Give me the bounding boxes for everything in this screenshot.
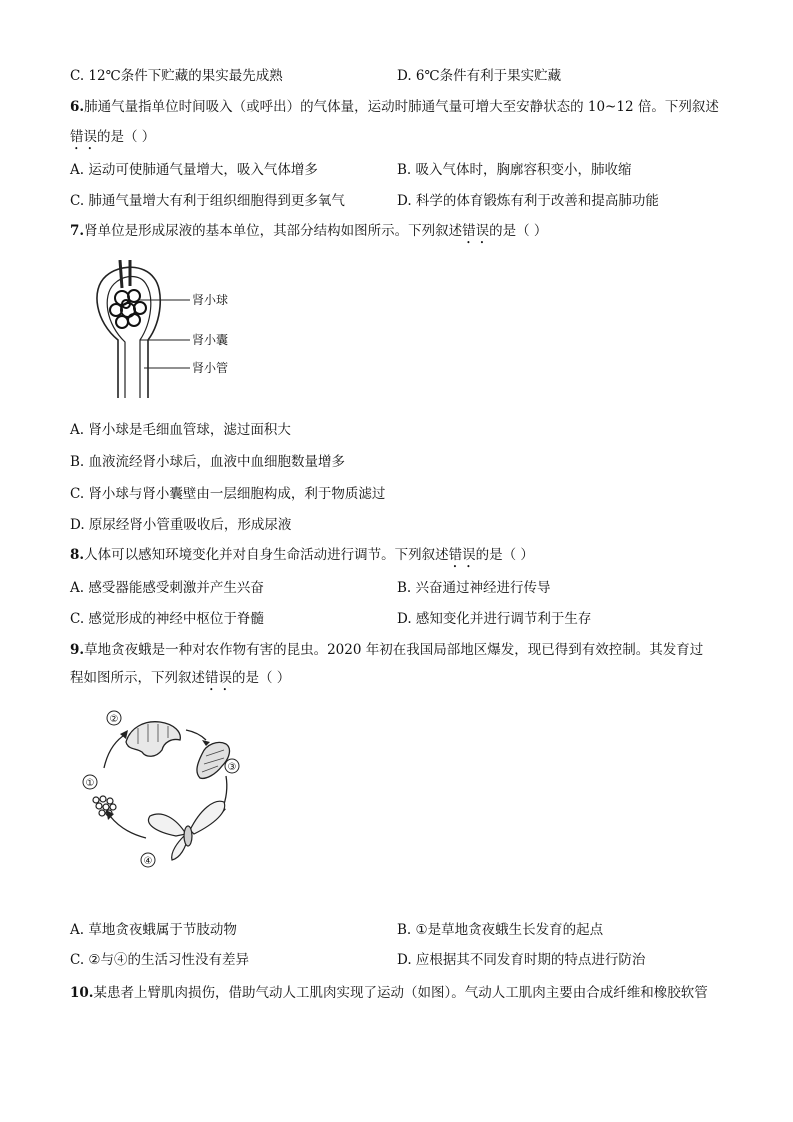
q9-emphasis: 错误 (205, 670, 232, 686)
capsule-outer (97, 267, 160, 398)
q8-option-d: D. 感知变化并进行调节利于生存 (397, 611, 592, 627)
q9-stem-line1 (70, 640, 703, 660)
larva (126, 722, 180, 757)
q7-number: 7. (70, 223, 85, 239)
q7-emphasis: 错误 (462, 223, 490, 239)
label-tubule: 肾小管 (192, 361, 229, 375)
q9-option-a: A. 草地贪夜蛾属于节肢动物 (70, 922, 237, 938)
q7-option-a: A. 肾小球是毛细血管球，滤过面积大 (70, 422, 291, 438)
glomerulus (110, 290, 146, 328)
q6-option-c: C. 肺通气量增大有利于组织细胞得到更多氧气 (70, 193, 345, 209)
q7-stem-post: 的是（ ） (489, 223, 548, 239)
q10-number: 10. (70, 985, 94, 1001)
q6-stem-line2 (70, 127, 155, 153)
afferent-vessel (120, 260, 122, 288)
moth-lifecycle-figure (76, 706, 266, 876)
stage-label-adult: ④ (143, 856, 153, 867)
arrow-adult-to-egg (110, 816, 146, 838)
q8-stem-post: 的是（ ） (475, 547, 534, 563)
q8-stem-pre: 人体可以感知环境变化并对自身生命活动进行调节。下列叙述 (84, 547, 449, 563)
q10-stem-line1 (70, 983, 708, 1003)
q9-option-d: D. 应根据其不同发育时期的特点进行防治 (397, 952, 646, 968)
adult-moth (148, 801, 224, 860)
stage-label-larva: ② (109, 714, 119, 725)
q7-option-c: C. 肾小球与肾小囊壁由一层细胞构成，利于物质滤过 (70, 486, 386, 502)
q7-option-d: D. 原尿经肾小管重吸收后，形成尿液 (70, 517, 292, 533)
q6-emphasis: 错误 (70, 129, 97, 145)
label-glomerulus: 肾小球 (192, 293, 229, 307)
stage-label-egg: ① (85, 778, 95, 789)
q9-option-c: C. ②与④的生活习性没有差异 (70, 952, 250, 968)
q8-stem (70, 545, 534, 571)
q10-stem-text: 某患者上臂肌肉损伤，借助气动人工肌肉实现了运动（如图）。气动人工肌肉主要由合成纤维和橡胶软管 (93, 985, 708, 1001)
q5-option-d: D. 6℃条件有利于果实贮藏 (397, 68, 562, 84)
nephron-figure (78, 260, 278, 400)
q9-stem-pre: 程如图所示，下列叙述 (70, 670, 205, 686)
eggs (93, 796, 116, 816)
q9-stem-text: 草地贪夜蛾是一种对农作物有害的昆虫。2020 年初在我国局部地区爆发，现已得到有效控制。其发育过 (84, 642, 704, 658)
q8-option-b: B. 兴奋通过神经进行传导 (397, 580, 551, 596)
label-capsule: 肾小囊 (192, 333, 229, 347)
q6-option-a: A. 运动可使肺通气量增大，吸入气体增多 (70, 162, 318, 178)
q8-emphasis: 错误 (448, 547, 476, 563)
q6-stem-text: 肺通气量指单位时间吸入（或呼出）的气体量，运动时肺通气量可增大至安静状态的 10~12 倍。下列叙述 (84, 99, 719, 115)
q6-number: 6. (70, 99, 85, 115)
q7-stem-pre: 肾单位是形成尿液的基本单位，其部分结构如图所示。下列叙述 (84, 223, 463, 239)
q7-option-b: B. 血液流经肾小球后，血液中血细胞数量增多 (70, 454, 346, 470)
q9-option-b: B. ①是草地贪夜蛾生长发育的起点 (397, 922, 604, 938)
q5-option-c: C. 12℃条件下贮藏的果实最先成熟 (70, 68, 283, 84)
q6-stem-post: 的是（ ） (97, 129, 156, 145)
pupa (197, 742, 230, 778)
q6-option-b: B. 吸入气体时，胸廓容积变小，肺收缩 (397, 162, 632, 178)
stage-label-pupa: ③ (227, 762, 237, 773)
arrow-egg-to-larva (104, 734, 126, 768)
q9-stem-post: 的是（ ） (232, 670, 291, 686)
q6-stem-line1 (70, 97, 719, 117)
q8-number: 8. (70, 547, 85, 563)
arrow-larva-to-pupa (186, 730, 206, 740)
q9-number: 9. (70, 642, 85, 658)
q8-option-c: C. 感觉形成的神经中枢位于脊髓 (70, 611, 264, 627)
q7-stem (70, 221, 547, 247)
q9-stem-line2 (70, 668, 290, 694)
q6-option-d: D. 科学的体育锻炼有利于改善和提高肺功能 (397, 193, 659, 209)
q8-option-a: A. 感受器能感受刺激并产生兴奋 (70, 580, 264, 596)
